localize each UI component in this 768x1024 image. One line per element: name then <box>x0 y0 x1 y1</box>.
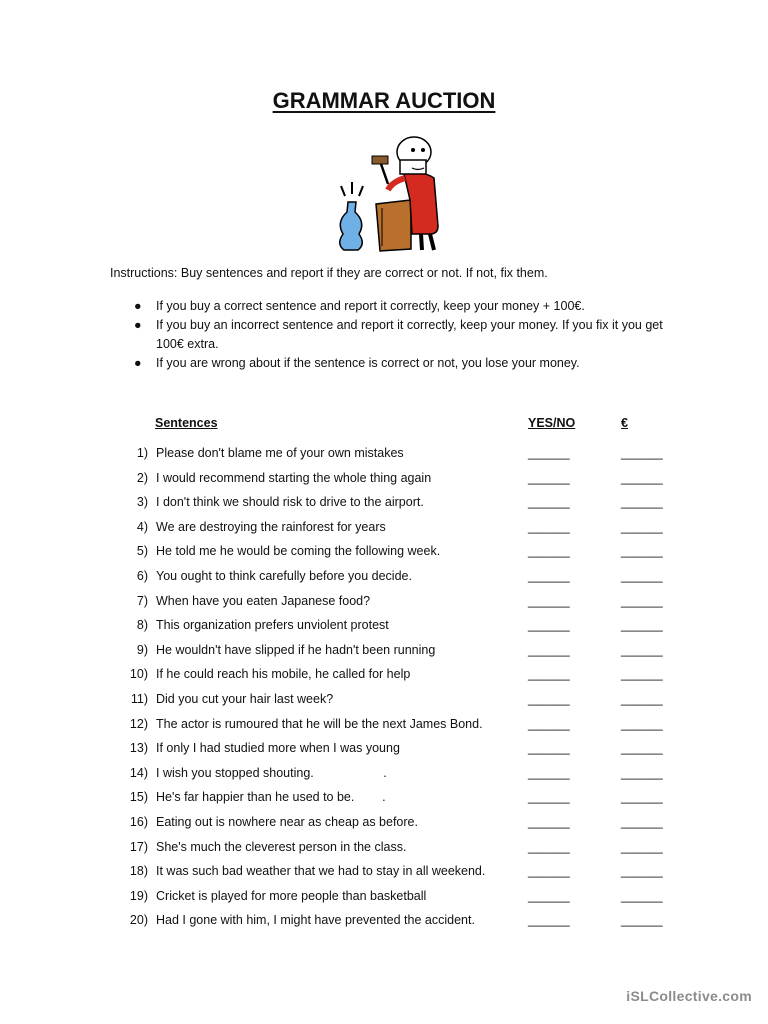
rule-item: ● If you buy an incorrect sentence and report it correctly, keep your money. If you fix it you get 100€ extra. <box>134 318 663 351</box>
euro-blank[interactable]: ______ <box>621 446 663 460</box>
podium-icon <box>376 200 411 251</box>
euro-blank[interactable]: ______ <box>621 667 663 682</box>
sentence-row <box>0 471 768 496</box>
euro-blank[interactable]: ______ <box>621 495 663 510</box>
sentence-text: She's much the cleverest person in the class. <box>156 839 407 854</box>
row-number: 13) <box>129 741 148 756</box>
sentence-text: Please don't blame me of your own mistakes <box>156 446 404 460</box>
sentence-row <box>0 790 768 815</box>
sentence-row <box>0 569 768 594</box>
row-number: 18) <box>129 864 148 879</box>
row-number: 12) <box>129 716 148 731</box>
row-number: 19) <box>129 888 148 903</box>
row-number: 2) <box>136 470 148 485</box>
yes-no-header: YES/NO <box>528 416 576 430</box>
sentence-row <box>0 766 768 791</box>
euro-blank[interactable]: ______ <box>621 765 663 780</box>
rules-list <box>110 297 670 373</box>
euro-blank[interactable]: ______ <box>621 741 663 756</box>
euro-blank[interactable]: ______ <box>621 790 663 805</box>
yes-no-blank[interactable]: ______ <box>528 814 570 829</box>
yes-no-blank[interactable]: ______ <box>528 519 570 534</box>
sentence-text: I would recommend starting the whole thing again <box>156 470 432 485</box>
row-number: 5) <box>136 544 148 559</box>
euro-blank[interactable]: ______ <box>621 593 663 608</box>
yes-no-blank[interactable]: ______ <box>528 568 570 583</box>
sentence-row <box>0 667 768 692</box>
yes-no-blank[interactable]: ______ <box>528 913 570 928</box>
sentence-row <box>0 520 768 545</box>
sentence-row <box>0 692 768 717</box>
rule-item: ● If you are wrong about if the sentence is correct or not, you lose your money. <box>110 354 670 373</box>
sentence-text: If only I had studied more when I was young <box>156 741 400 756</box>
row-number: 16) <box>129 814 148 829</box>
euro-blank[interactable]: ______ <box>621 519 663 534</box>
bullet-icon: ● <box>134 318 142 332</box>
row-number: 14) <box>129 765 148 780</box>
sentence-text: We are destroying the rainforest for years <box>156 519 386 534</box>
row-number: 10) <box>129 667 148 682</box>
yes-no-blank[interactable]: ______ <box>528 495 570 510</box>
yes-no-blank[interactable]: ______ <box>528 642 570 657</box>
sentence-text: It was such bad weather that we had to stay in all weekend. <box>156 864 486 879</box>
sentence-row <box>0 618 768 643</box>
yes-no-blank[interactable]: ______ <box>528 667 570 682</box>
rule-item: ● If you buy a correct sentence and report it correctly, keep your money + 100€. <box>110 297 670 316</box>
sentence-text: You ought to think carefully before you decide. <box>156 568 412 583</box>
sentence-text: He told me he would be coming the following week. <box>156 544 441 559</box>
yes-no-blank[interactable]: ______ <box>528 470 570 485</box>
yes-no-blank[interactable]: ______ <box>528 691 570 706</box>
worksheet-title: GRAMMAR AUCTION <box>272 88 496 113</box>
yes-no-blank[interactable]: ______ <box>528 741 570 756</box>
bullet-icon: ● <box>134 356 142 370</box>
auctioneer-illustration <box>326 134 446 254</box>
vase-icon <box>340 182 363 250</box>
sentence-text: I don't think we should risk to drive to the airport. <box>156 495 424 510</box>
sentence-row <box>0 594 768 619</box>
sentence-text: Had I gone with him, I might have prevented the accident. <box>156 913 475 928</box>
yes-no-blank[interactable]: ______ <box>528 765 570 780</box>
euro-blank[interactable]: ______ <box>621 888 663 903</box>
euro-blank[interactable]: ______ <box>621 913 663 928</box>
yes-no-blank[interactable]: ______ <box>528 446 570 460</box>
euro-blank[interactable]: ______ <box>621 691 663 706</box>
row-number: 4) <box>136 519 148 534</box>
sentence-text: Cricket is played for more people than basketball <box>156 888 427 903</box>
euro-blank[interactable]: ______ <box>621 642 663 657</box>
sentence-row <box>0 717 768 742</box>
sentence-text: Did you cut your hair last week? <box>156 691 334 706</box>
row-number: 20) <box>129 913 148 928</box>
row-number: 3) <box>136 495 148 510</box>
euro-blank[interactable]: ______ <box>621 839 663 854</box>
sentence-row <box>0 495 768 520</box>
sentence-row <box>0 840 768 865</box>
sentence-text: The actor is rumoured that he will be the next James Bond. <box>156 716 483 731</box>
euro-blank[interactable]: ______ <box>621 544 663 559</box>
row-number: 9) <box>136 642 148 657</box>
sentence-row <box>0 913 768 938</box>
yes-no-blank[interactable]: ______ <box>528 790 570 805</box>
sentence-list <box>0 446 768 938</box>
sentence-row <box>0 446 768 471</box>
sentence-text: He's far happier than he used to be. . <box>156 790 386 805</box>
site-watermark: iSLCollective.com <box>626 988 752 1004</box>
euro-blank[interactable]: ______ <box>621 716 663 731</box>
euro-blank[interactable]: ______ <box>621 864 663 879</box>
sentence-row <box>0 889 768 914</box>
yes-no-blank[interactable]: ______ <box>528 864 570 879</box>
sentence-row <box>0 741 768 766</box>
euro-blank[interactable]: ______ <box>621 814 663 829</box>
sentence-text: If he could reach his mobile, he called for help <box>156 667 411 682</box>
row-number: 11) <box>130 691 148 706</box>
yes-no-blank[interactable]: ______ <box>528 618 570 633</box>
row-number: 17) <box>129 839 148 854</box>
row-number: 6) <box>136 568 148 583</box>
euro-blank[interactable]: ______ <box>621 470 663 485</box>
row-number: 1) <box>136 446 148 460</box>
row-number: 7) <box>136 593 148 608</box>
yes-no-blank[interactable]: ______ <box>528 839 570 854</box>
sentence-text: Eating out is nowhere near as cheap as before. <box>156 814 418 829</box>
yes-no-blank[interactable]: ______ <box>528 888 570 903</box>
yes-no-blank[interactable]: ______ <box>528 593 570 608</box>
sentence-row <box>0 643 768 668</box>
sentence-text: When have you eaten Japanese food? <box>156 593 371 608</box>
sentences-header: Sentences <box>155 416 218 430</box>
bullet-icon: ● <box>134 299 142 313</box>
sentence-text: I wish you stopped shouting. . <box>156 765 387 780</box>
sentence-row <box>0 815 768 840</box>
row-number: 8) <box>136 618 148 633</box>
yes-no-blank[interactable]: ______ <box>528 544 570 559</box>
euro-blank[interactable]: ______ <box>621 568 663 583</box>
sentence-text: He wouldn't have slipped if he hadn't been running <box>156 642 436 657</box>
table-header <box>0 416 768 434</box>
euro-header: € <box>621 416 628 430</box>
yes-no-blank[interactable]: ______ <box>528 716 570 731</box>
sentence-row <box>0 864 768 889</box>
euro-blank[interactable]: ______ <box>621 618 663 633</box>
sentence-row <box>0 544 768 569</box>
row-number: 15) <box>129 790 148 805</box>
sentence-text: This organization prefers unviolent protest <box>156 618 389 633</box>
instructions-text: Instructions: Buy sentences and report if they are correct or not. If not, fix them. <box>110 266 548 280</box>
